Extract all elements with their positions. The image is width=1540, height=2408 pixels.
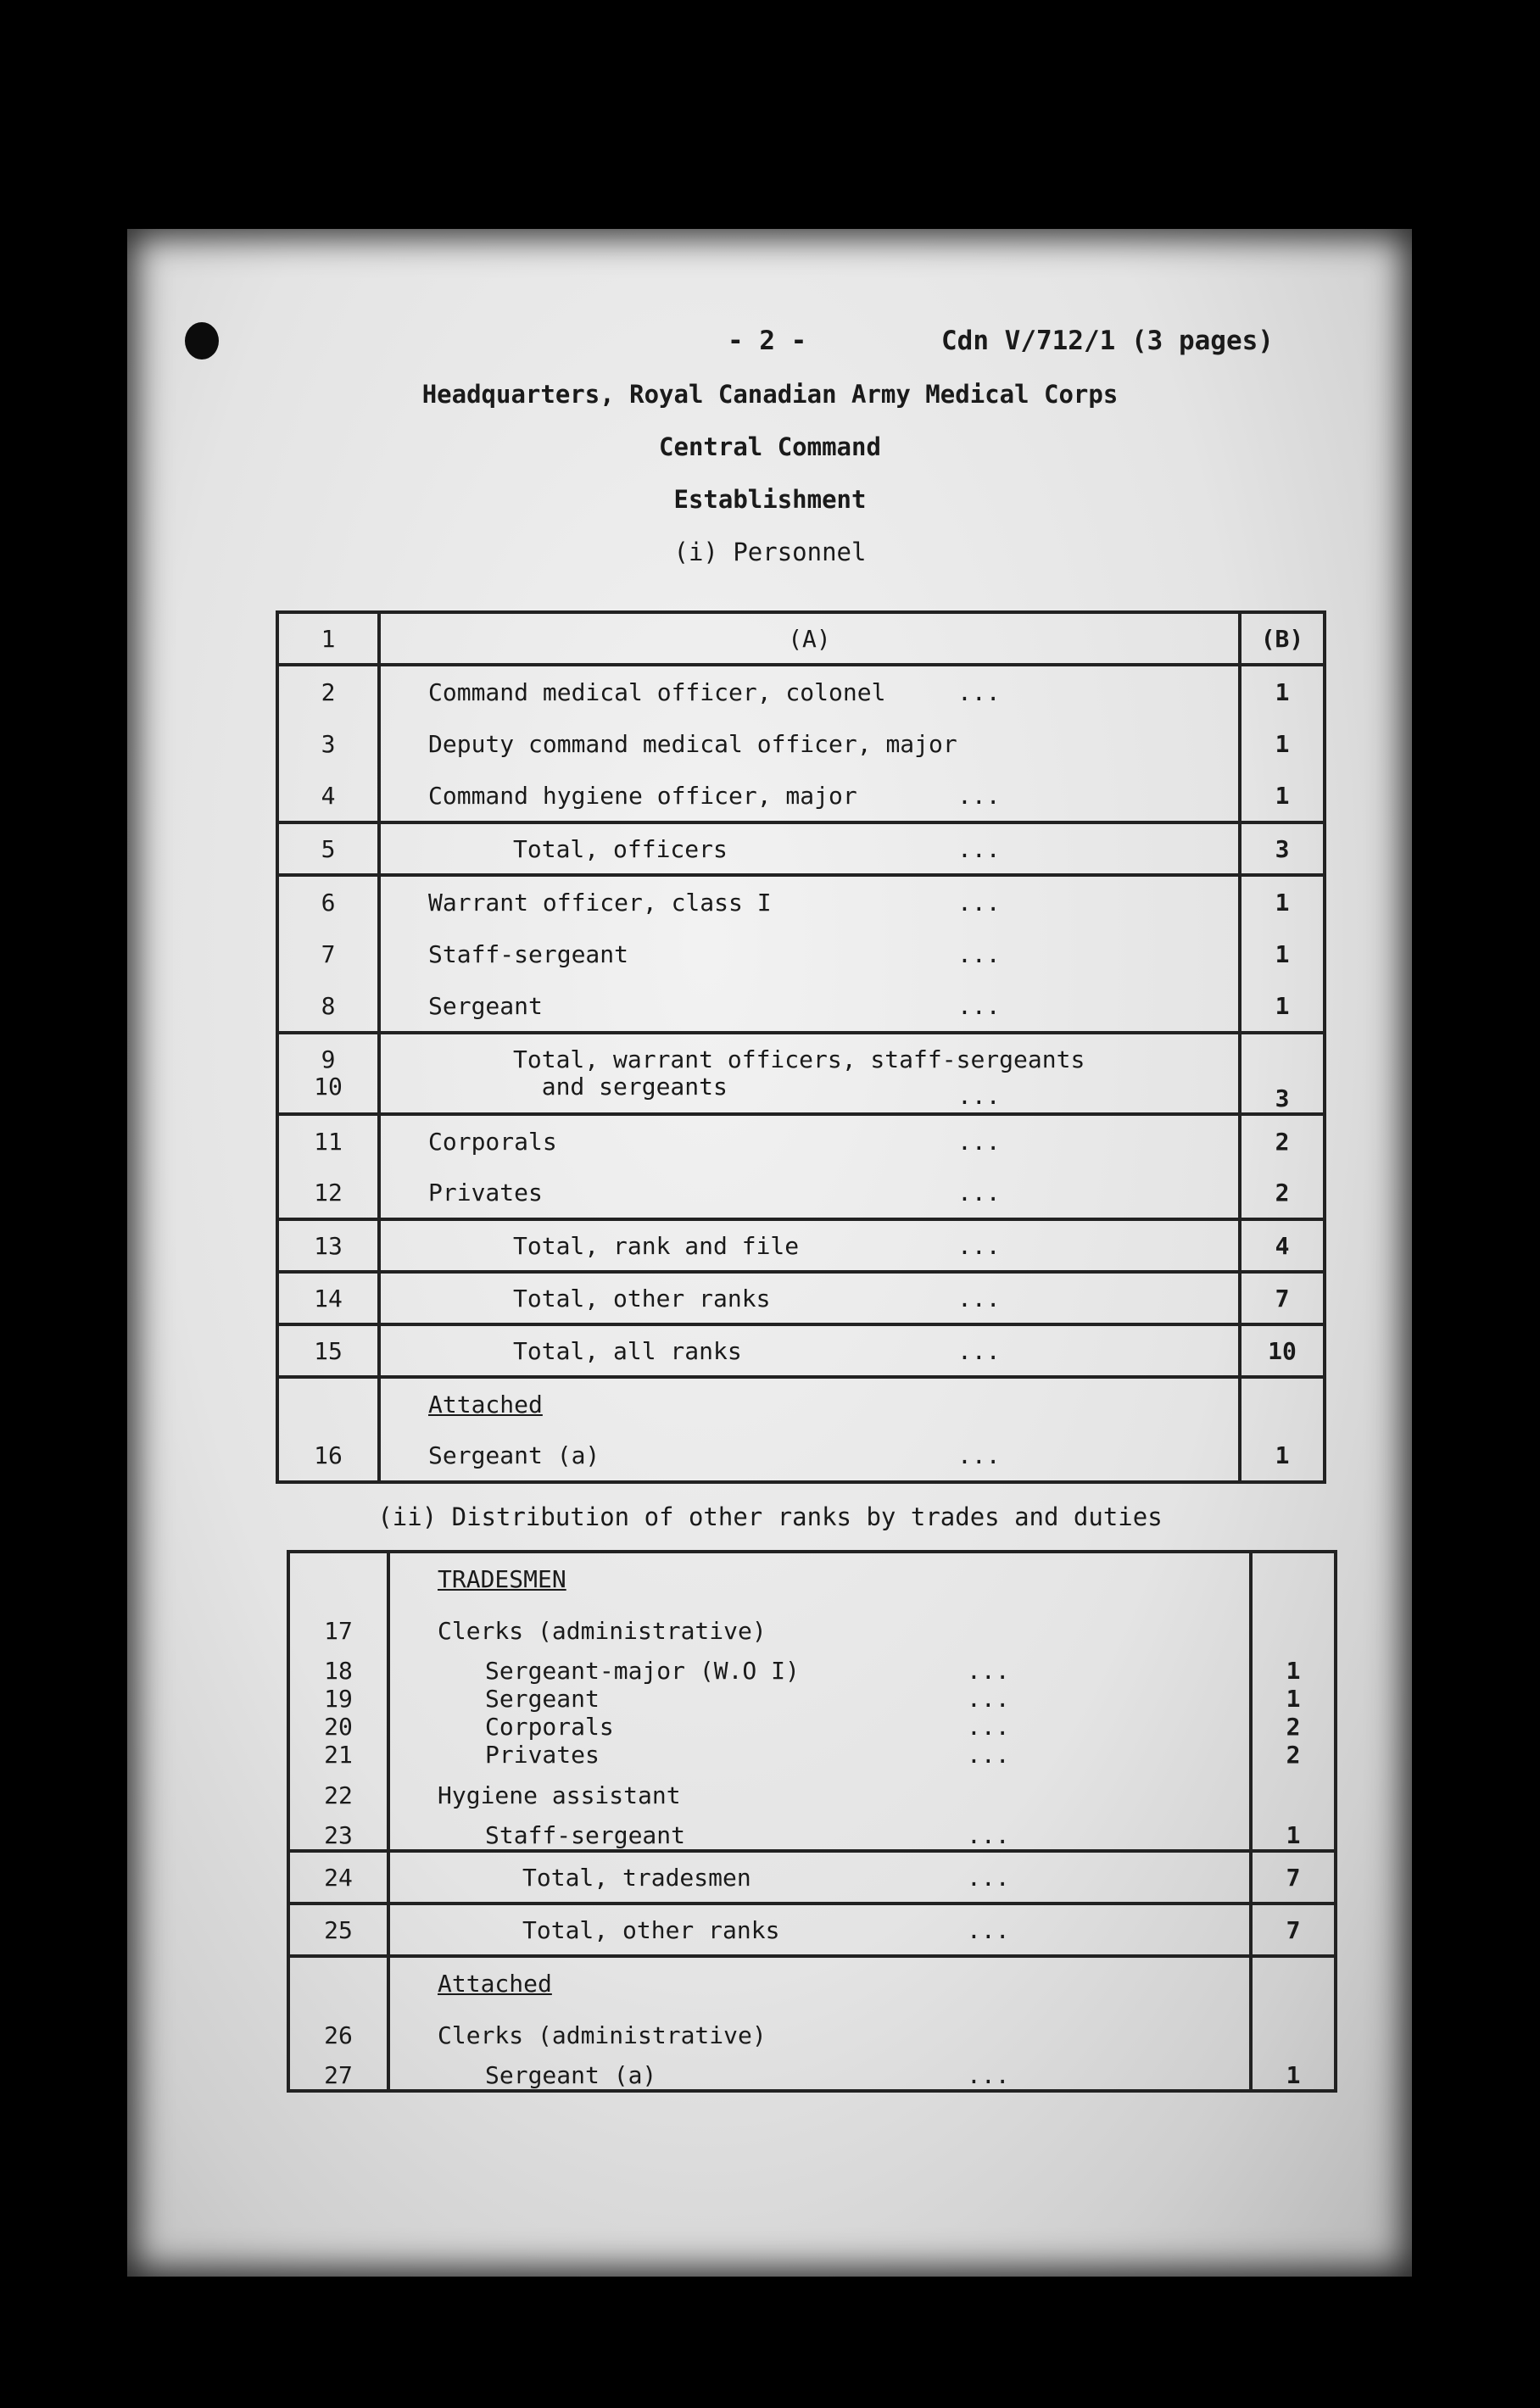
row-value: 1 xyxy=(1240,770,1325,822)
row-description xyxy=(379,980,1240,1033)
leader-dots: ... xyxy=(957,1082,1001,1110)
row-label: Total, other ranks xyxy=(522,1915,780,1944)
row-label: Total, officers xyxy=(513,834,728,863)
row-number: 17 xyxy=(288,1604,388,1657)
row-number: 27 xyxy=(288,2061,388,2091)
row-description xyxy=(388,1713,1251,1741)
table-row xyxy=(277,1167,1325,1219)
row-value: 1 xyxy=(1251,1657,1336,1685)
row-label: Privates xyxy=(428,1178,543,1207)
row-number: 6 xyxy=(277,875,379,928)
row-value: 1 xyxy=(1240,928,1325,980)
row-label: Corporals xyxy=(428,1127,557,1156)
row-value xyxy=(1251,1769,1336,1821)
table-header-row xyxy=(277,612,1325,665)
row-description xyxy=(388,1956,1251,2009)
leader-dots: ... xyxy=(957,677,1001,706)
row-label: Command hygiene officer, major xyxy=(428,781,857,810)
row-number: 8 xyxy=(277,980,379,1033)
row-number: 26 xyxy=(288,2009,388,2061)
row-label: Sergeant xyxy=(485,1685,600,1713)
row-description xyxy=(388,1552,1251,1604)
row-description xyxy=(388,1904,1251,1956)
row-description xyxy=(379,1114,1240,1167)
row-label: Warrant officer, class I xyxy=(428,888,772,917)
row-number: 9 10 xyxy=(277,1033,379,1114)
row-value xyxy=(1251,1552,1336,1604)
row-number: 16 xyxy=(277,1430,379,1482)
document-title: Headquarters, Royal Canadian Army Medical Corps xyxy=(421,380,1119,409)
row-value: 1 xyxy=(1251,1685,1336,1713)
row-description xyxy=(379,665,1240,717)
leader-dots: ... xyxy=(967,1713,1010,1741)
row-number: 15 xyxy=(277,1324,379,1377)
row-number xyxy=(277,1377,379,1430)
column-header-1: 1 xyxy=(277,612,379,665)
punch-hole xyxy=(185,322,219,360)
row-description xyxy=(379,1167,1240,1219)
row-description xyxy=(388,2009,1251,2061)
distribution-table xyxy=(287,1550,1337,2093)
total-row xyxy=(277,1219,1325,1272)
row-number: 23 xyxy=(288,1821,388,1851)
row-number: 24 xyxy=(288,1851,388,1904)
leader-dots: ... xyxy=(957,1336,1001,1365)
row-description xyxy=(379,1219,1240,1272)
row-number: 14 xyxy=(277,1272,379,1324)
row-number: 18 xyxy=(288,1657,388,1685)
leader-dots: ... xyxy=(957,1178,1001,1207)
row-label: Sergeant (a) xyxy=(485,2061,657,2089)
row-description xyxy=(379,1430,1240,1482)
table-row xyxy=(288,1604,1336,1657)
total-row xyxy=(288,1904,1336,1956)
leader-dots: ... xyxy=(957,1441,1001,1469)
total-row xyxy=(277,1272,1325,1324)
row-value: 1 xyxy=(1251,1821,1336,1851)
section-heading-label: Attached xyxy=(428,1390,543,1419)
row-number: 13 xyxy=(277,1219,379,1272)
row-label: Sergeant-major (W.O I) xyxy=(485,1657,800,1685)
section-distribution: (ii) Distribution of other ranks by trades and duties xyxy=(377,1502,1163,1531)
document-heading: Establishment xyxy=(673,485,867,514)
row-label: Clerks (administrative) xyxy=(438,2021,767,2049)
leader-dots: ... xyxy=(957,834,1001,863)
table-row xyxy=(277,928,1325,980)
row-value: 2 xyxy=(1240,1114,1325,1167)
leader-dots: ... xyxy=(967,1821,1010,1849)
row-label: Staff-sergeant xyxy=(428,939,629,968)
row-number: 12 xyxy=(277,1167,379,1219)
row-description xyxy=(379,1324,1240,1377)
column-header-a: (A) xyxy=(379,612,1240,665)
row-label: Hygiene assistant xyxy=(438,1781,681,1809)
table-row xyxy=(277,665,1325,717)
document-reference: Cdn V/712/1 (3 pages) xyxy=(941,326,1274,356)
table-row xyxy=(288,1552,1336,1604)
row-value xyxy=(1251,2009,1336,2061)
table-row xyxy=(277,770,1325,822)
row-value: 7 xyxy=(1251,1904,1336,1956)
row-label: Total, rank and file xyxy=(513,1231,800,1260)
row-label: Sergeant (a) xyxy=(428,1441,600,1469)
row-label: Corporals xyxy=(485,1713,614,1741)
leader-dots: ... xyxy=(957,939,1001,968)
row-description xyxy=(379,1272,1240,1324)
row-label: Command medical officer, colonel xyxy=(428,677,886,706)
table-row xyxy=(277,1430,1325,1482)
row-description xyxy=(388,1604,1251,1657)
row-label: Sergeant xyxy=(428,991,543,1020)
row-description xyxy=(379,770,1240,822)
row-description xyxy=(379,928,1240,980)
row-description xyxy=(379,717,1240,770)
column-header-b: (B) xyxy=(1240,612,1325,665)
row-number: 7 xyxy=(277,928,379,980)
row-description xyxy=(388,2061,1251,2091)
row-label: Staff-sergeant xyxy=(485,1821,686,1849)
row-description xyxy=(388,1657,1251,1685)
row-value xyxy=(1251,1604,1336,1657)
leader-dots: ... xyxy=(957,1127,1001,1156)
row-number: 20 xyxy=(288,1713,388,1741)
row-label: Total, other ranks xyxy=(513,1284,771,1313)
section-heading-label: TRADESMEN xyxy=(438,1564,566,1593)
row-value: 1 xyxy=(1240,980,1325,1033)
row-number: 11 xyxy=(277,1114,379,1167)
table-row xyxy=(277,875,1325,928)
document-subtitle: Central Command xyxy=(659,432,881,461)
row-label: Total, all ranks xyxy=(513,1336,742,1365)
row-label: Total, warrant officers, staff-sergeants and sergeants xyxy=(513,1045,1085,1101)
row-value: 1 xyxy=(1240,665,1325,717)
row-description xyxy=(388,1821,1251,1851)
table-row xyxy=(277,1377,1325,1430)
table-row xyxy=(288,1821,1336,1851)
page-number: - 2 - xyxy=(728,326,807,356)
leader-dots: ... xyxy=(967,1685,1010,1713)
row-number xyxy=(288,1552,388,1604)
row-number: 2 xyxy=(277,665,379,717)
row-description xyxy=(379,1033,1240,1114)
row-value: 2 xyxy=(1251,1713,1336,1741)
row-description xyxy=(379,822,1240,875)
row-number: 3 xyxy=(277,717,379,770)
row-value: 10 xyxy=(1240,1324,1325,1377)
table-row xyxy=(288,1741,1336,1769)
table-row xyxy=(288,2061,1336,2091)
row-label: Deputy command medical officer, major xyxy=(428,729,957,758)
table-row xyxy=(288,1956,1336,2009)
table-row xyxy=(288,2009,1336,2061)
leader-dots: ... xyxy=(967,1741,1010,1769)
personnel-table xyxy=(276,610,1326,1484)
leader-dots: ... xyxy=(967,1863,1010,1892)
table-row xyxy=(277,1114,1325,1167)
section-personnel: (i) Personnel xyxy=(673,538,867,566)
row-value: 1 xyxy=(1240,1430,1325,1482)
row-value xyxy=(1251,1956,1336,2009)
row-number: 22 xyxy=(288,1769,388,1821)
leader-dots: ... xyxy=(957,781,1001,810)
table-row xyxy=(277,980,1325,1033)
leader-dots: ... xyxy=(967,1915,1010,1944)
row-value: 7 xyxy=(1251,1851,1336,1904)
row-value: 2 xyxy=(1240,1167,1325,1219)
row-number: 5 xyxy=(277,822,379,875)
row-value: 1 xyxy=(1251,2061,1336,2091)
row-value: 1 xyxy=(1240,875,1325,928)
row-number: 21 xyxy=(288,1741,388,1769)
row-label: Total, tradesmen xyxy=(522,1863,751,1892)
total-row xyxy=(277,1033,1325,1114)
total-row xyxy=(277,822,1325,875)
row-number: 25 xyxy=(288,1904,388,1956)
row-value: 1 xyxy=(1240,717,1325,770)
table-row xyxy=(288,1657,1336,1685)
row-value: 3 xyxy=(1240,822,1325,875)
leader-dots: ... xyxy=(957,991,1001,1020)
table-row xyxy=(288,1713,1336,1741)
total-row xyxy=(288,1851,1336,1904)
row-label: Privates xyxy=(485,1741,600,1769)
row-description xyxy=(388,1851,1251,1904)
leader-dots: ... xyxy=(957,1284,1001,1313)
total-row xyxy=(277,1324,1325,1377)
leader-dots: ... xyxy=(967,1657,1010,1685)
row-value xyxy=(1240,1377,1325,1430)
table-row xyxy=(288,1685,1336,1713)
row-description xyxy=(379,875,1240,928)
table-row xyxy=(277,717,1325,770)
row-label: Clerks (administrative) xyxy=(438,1616,767,1645)
row-value: 7 xyxy=(1240,1272,1325,1324)
row-number xyxy=(288,1956,388,2009)
leader-dots: ... xyxy=(957,888,1001,917)
row-value: 3 xyxy=(1240,1033,1325,1114)
row-value: 2 xyxy=(1251,1741,1336,1769)
section-heading-label: Attached xyxy=(438,1969,552,1998)
row-description xyxy=(388,1685,1251,1713)
row-value: 4 xyxy=(1240,1219,1325,1272)
row-description xyxy=(379,1377,1240,1430)
leader-dots: ... xyxy=(957,1231,1001,1260)
table-row xyxy=(288,1769,1336,1821)
leader-dots: ... xyxy=(967,2061,1010,2089)
row-description xyxy=(388,1769,1251,1821)
row-number: 4 xyxy=(277,770,379,822)
row-number: 19 xyxy=(288,1685,388,1713)
row-description xyxy=(388,1741,1251,1769)
